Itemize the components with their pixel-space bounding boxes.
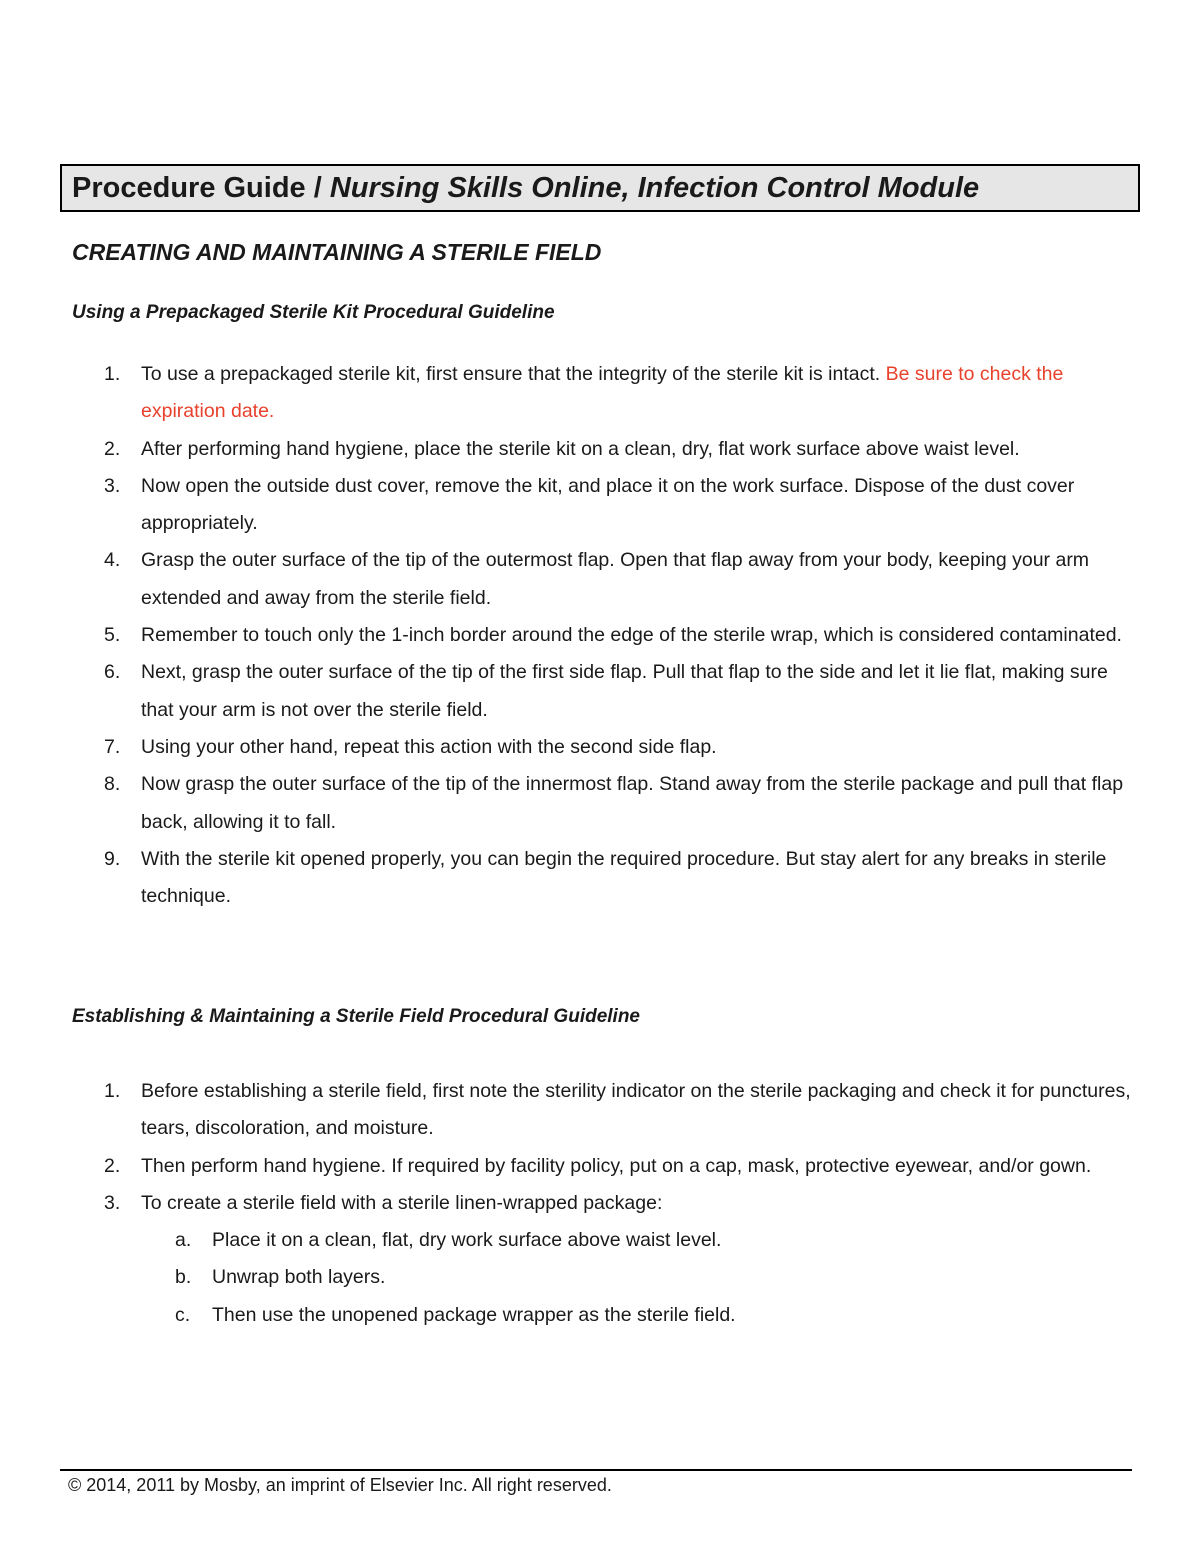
step-item (0, 654, 1200, 729)
step-number: 2. (104, 1154, 121, 1177)
substep-text: Then use the unopened package wrapper as the sterile field. (212, 1303, 736, 1326)
section-heading-prepackaged-kit: Using a Prepackaged Sterile Kit Procedural Guideline (72, 302, 555, 323)
substep-item (0, 1297, 1200, 1334)
step-number: 1. (104, 363, 121, 385)
step-item (0, 1148, 1200, 1185)
footer-divider (60, 1469, 1132, 1471)
step-number: 6. (104, 661, 121, 684)
step-item (0, 1073, 1200, 1148)
substep-text: Place it on a clean, flat, dry work surface above waist level. (212, 1229, 722, 1252)
step-item (0, 356, 1200, 431)
step-text: Next, grasp the outer surface of the tip of the first side flap. Pull that flap to the side and let it lie flat, making sure that your arm is not over the sterile field. (141, 661, 1108, 721)
section-heading-sterile-field: Establishing & Maintaining a Sterile Field Procedural Guideline (72, 1006, 640, 1027)
step-item (0, 729, 1200, 766)
step-item (0, 617, 1200, 654)
substep-letter: c. (175, 1303, 191, 1326)
step-item (0, 542, 1200, 617)
step-text: After performing hand hygiene, place the sterile kit on a clean, dry, flat work surface above waist level. (141, 437, 1020, 460)
step-text (141, 356, 1141, 431)
substep-letter: a. (175, 1229, 192, 1252)
step-text: Grasp the outer surface of the tip of the outermost flap. Open that flap away from your body, keeping your arm extended and away from the sterile field. (141, 549, 1090, 609)
header-prefix: Procedure Guide / (72, 172, 330, 204)
step-number: 9. (104, 847, 121, 870)
step-text: To create a sterile field with a sterile linen-wrapped package: (141, 1191, 663, 1214)
copyright-footer: © 2014, 2011 by Mosby, an imprint of Elsevier Inc. All right reserved. (68, 1475, 612, 1495)
step-item (0, 841, 1200, 916)
step-text: Remember to touch only the 1-inch border around the edge of the sterile wrap, which is considered contaminated. (141, 624, 1122, 647)
step-number: 8. (104, 773, 121, 796)
step-number: 3. (104, 1191, 121, 1214)
steps-list-sterile-field (0, 1073, 1200, 1334)
step-item (0, 766, 1200, 841)
substep-letter: b. (175, 1266, 192, 1289)
steps-list-prepackaged-kit (0, 356, 1200, 915)
step-number: 3. (104, 474, 121, 497)
step-item (0, 431, 1200, 468)
step-item (0, 468, 1200, 543)
step-item (0, 1185, 1200, 1334)
header-box (60, 164, 1140, 212)
step-text: Before establishing a sterile field, first note the sterility indicator on the sterile packaging and check it for punctures, tears, discoloration, and moisture. (141, 1080, 1131, 1140)
document-title: CREATING AND MAINTAINING A STERILE FIELD (72, 239, 602, 265)
step-number: 1. (104, 1080, 121, 1102)
header-title (72, 171, 979, 205)
step-text-warning: Be sure to check the expiration date. (141, 363, 1064, 423)
header-module-name: Nursing Skills Online, Infection Control Module (329, 172, 980, 204)
step-text: With the sterile kit opened properly, you can begin the required procedure. But stay alert for any breaks in sterile technique. (141, 847, 1107, 908)
step-text: Then perform hand hygiene. If required by facility policy, put on a cap, mask, protective eyewear, and/or gown. (141, 1154, 1092, 1177)
step-number: 4. (104, 549, 121, 572)
substep-text: Unwrap both layers. (212, 1266, 386, 1289)
step-number: 7. (104, 735, 121, 758)
step-text: Using your other hand, repeat this action with the second side flap. (141, 735, 717, 758)
step-number: 2. (104, 437, 121, 460)
substep-item (0, 1259, 1200, 1296)
substeps-list (0, 1222, 1200, 1334)
step-text: Now grasp the outer surface of the tip of the innermost flap. Stand away from the sterile package and pull that flap back, allowing it to fall. (141, 773, 1124, 833)
step-text: Now open the outside dust cover, remove the kit, and place it on the work surface. Dispose of the dust cover appropriately. (141, 474, 1075, 535)
step-number: 5. (104, 624, 121, 647)
step-text-main: To use a prepackaged sterile kit, first ensure that the integrity of the sterile kit is intact. (141, 363, 886, 385)
substep-item (0, 1222, 1200, 1259)
